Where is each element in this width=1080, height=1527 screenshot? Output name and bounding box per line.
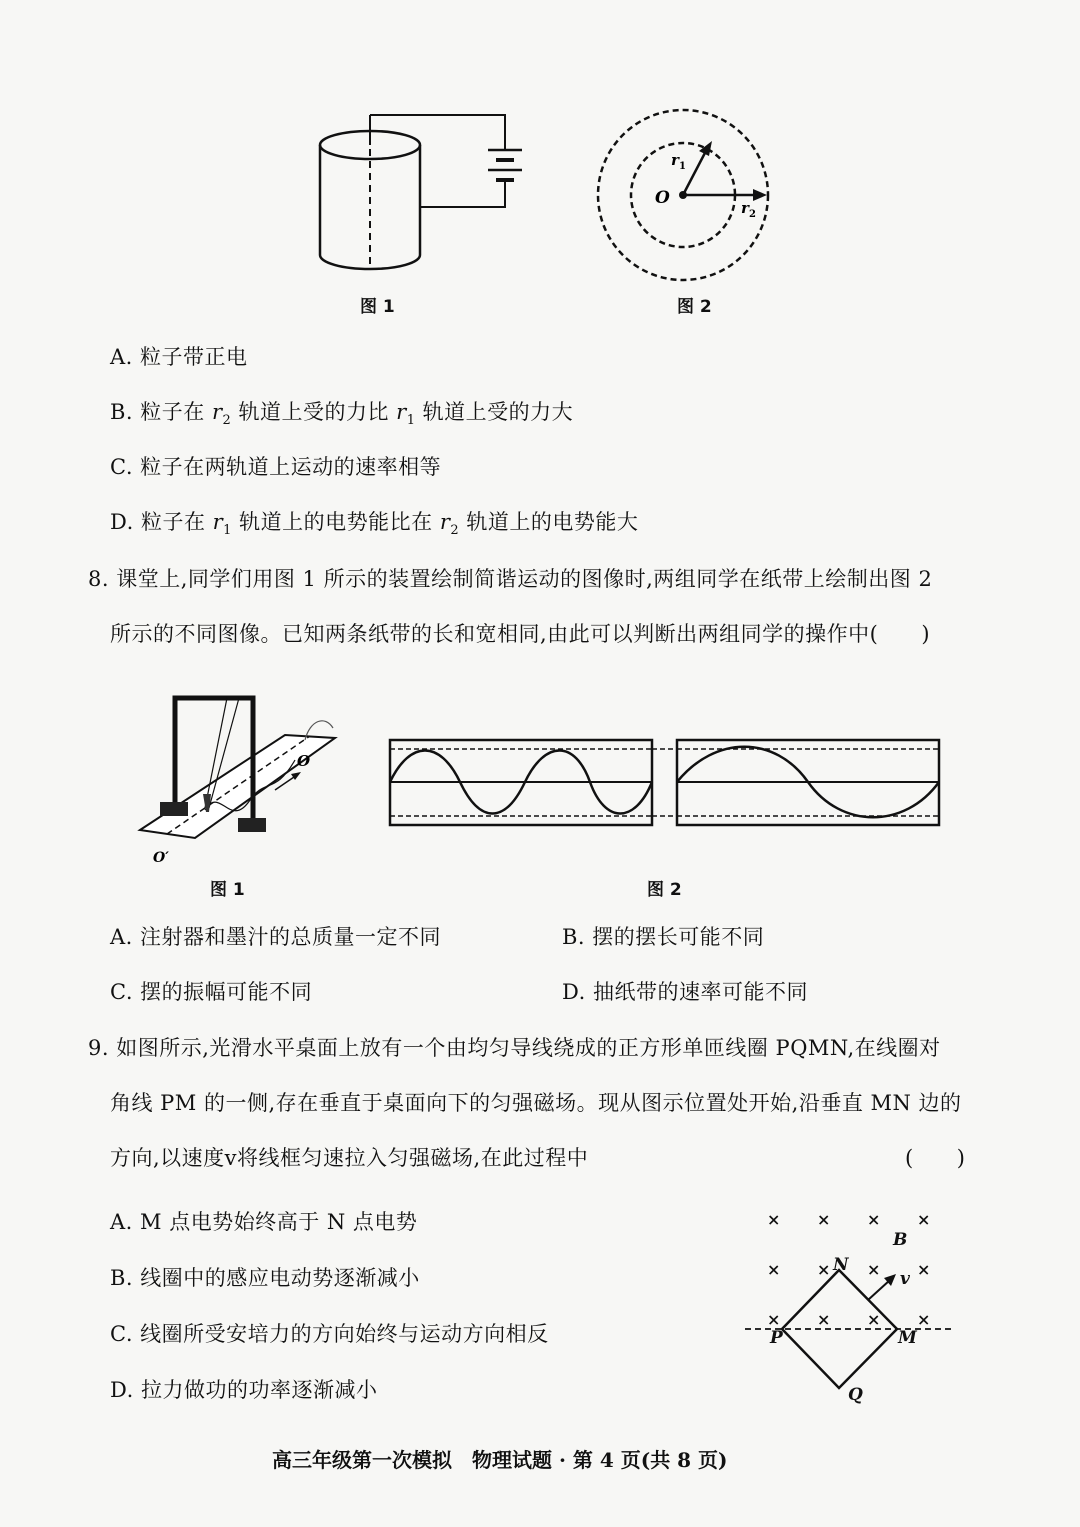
field-cross: × [917,1310,931,1329]
field-cross: × [767,1210,781,1229]
q8-fig2-paper-traces [385,735,945,830]
q9-option-d: D. 拉力做功的功率逐渐减小 [110,1378,378,1402]
field-cross: × [767,1260,781,1279]
q9-option-c: C. 线圈所受安培力的方向始终与运动方向相反 [110,1322,549,1346]
vertex-q-label: Q [848,1385,863,1405]
q9-option-b: B. 线圈中的感应电动势逐渐减小 [110,1266,420,1290]
q7-option-d: D. 粒子在 $r_1$ 轨道上的电势能比在 $r_2$ 轨道上的电势能大 [110,510,639,539]
vertex-p-label: P [770,1328,783,1348]
field-cross: × [917,1210,931,1229]
field-cross: × [917,1260,931,1279]
q9-stem-line1: 9. 如图所示,光滑水平桌面上放有一个由均匀导线绕成的正方形单匝线圈 PQMN,在线圈对 [88,1036,941,1060]
q8-option-c: C. 摆的振幅可能不同 [110,980,313,1004]
q8-fig1-caption: 图 1 [210,880,245,900]
field-cross: × [867,1260,881,1279]
vertex-n-label: N [833,1255,849,1275]
field-b-label: B [893,1230,908,1250]
q7-fig2-caption: 图 2 [677,297,712,317]
field-cross: × [817,1210,831,1229]
r1-sub: 1 [679,161,686,172]
orbit-center-label: O [655,188,670,208]
q9-option-a: A. M 点电势始终高于 N 点电势 [110,1210,418,1234]
field-cross: × [767,1310,781,1329]
q7-option-c: C. 粒子在两轨道上运动的速率相等 [110,455,442,479]
q9-stem-line3: 方向,以速度v将线框匀速拉入匀强磁场,在此过程中 [110,1146,589,1170]
q7-fig2-orbits [595,105,775,285]
q9-stem-line2: 角线 PM 的一侧,存在垂直于桌面向下的匀强磁场。现从图示位置处开始,沿垂直 MN 边的 [110,1091,962,1115]
velocity-v-label: v [900,1269,910,1289]
q8-fig1-pendulum-apparatus [135,690,345,870]
q7-option-a: A. 粒子带正电 [110,345,248,369]
r2-sub: 2 [749,209,756,220]
q8-option-b: B. 摆的摆长可能不同 [562,925,765,949]
q9-answer-bracket: ( ) [905,1146,966,1170]
q8-option-d: D. 抽纸带的速率可能不同 [562,980,808,1004]
r1-label: r [671,151,679,169]
q8-fig2-caption: 图 2 [647,880,682,900]
r2-label: r [741,199,749,217]
vertex-m-label: M [898,1328,917,1348]
field-cross: × [867,1210,881,1229]
field-cross: × [867,1310,881,1329]
q9-fig-coil-magnetic-field [740,1200,955,1405]
field-cross: × [817,1260,831,1279]
q8-option-a: A. 注射器和墨汁的总质量一定不同 [110,925,442,949]
q7-option-b: B. 粒子在 $r_2$ 轨道上受的力比 $r_1$ 轨道上受的力大 [110,400,574,429]
q8-stem-line1: 8. 课堂上,同学们用图 1 所示的装置绘制简谐运动的图像时,两组同学在纸带上绘制出图 2 [88,567,933,591]
page-footer: 高三年级第一次模拟 物理试题 · 第 4 页(共 8 页) [272,1448,728,1472]
strip-o-label: O [297,752,311,770]
q7-fig1-cylinder-circuit [310,105,540,285]
strip-o-prime-label: O′ [153,850,169,866]
q7-fig1-caption: 图 1 [360,297,395,317]
field-cross: × [817,1310,831,1329]
q8-stem-line2: 所示的不同图像。已知两条纸带的长和宽相同,由此可以判断出两组同学的操作中( ) [110,622,931,646]
